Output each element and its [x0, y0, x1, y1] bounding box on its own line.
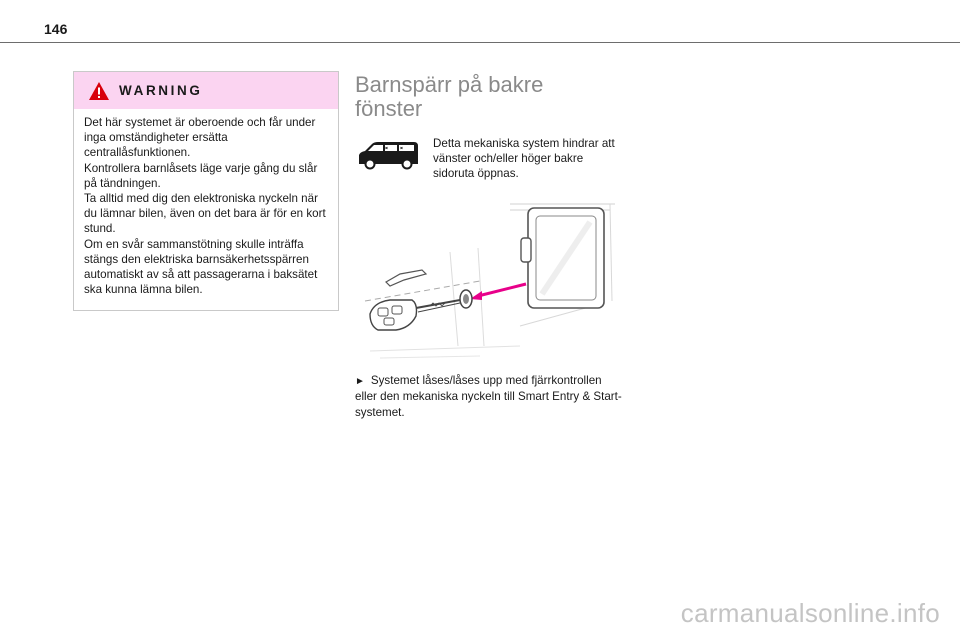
- warning-body: [74, 109, 338, 297]
- warning-paragraph: Det här systemet är oberoende och får under inga omständigheter ersätta centrallåsfunktionen.: [84, 116, 316, 160]
- warning-paragraph: Ta alltid med dig den elektroniska nyckeln när du lämnar bilen, även on det bara är för en kort stund.: [84, 192, 326, 236]
- page-number: 146: [44, 21, 68, 37]
- header-divider: [0, 42, 960, 43]
- warning-header: [74, 72, 338, 109]
- warning-triangle-icon: [88, 81, 110, 101]
- warning-paragraph: Kontrollera barnlåsets läge varje gång du slår på tändningen.: [84, 161, 318, 190]
- child-lock-illustration: [360, 196, 620, 366]
- intro-text: Detta mekaniska system hindrar att vänster och/eller höger bakre sidoruta öppnas.: [433, 137, 615, 181]
- van-icon: [356, 140, 422, 170]
- section-title: Barnspärr på bakre fönster: [355, 72, 544, 121]
- instruction-body: Systemet låses/låses upp med fjärrkontrollen eller den mekaniska nyckeln till Smart Entry & Start-systemet.: [355, 374, 622, 419]
- bullet-arrow-icon: ►: [355, 376, 365, 387]
- instruction-text: [355, 373, 625, 420]
- watermark: carmanualsonline.info: [680, 598, 940, 628]
- warning-paragraph: Om en svår sammanstötning skulle inträffa stängs den elektriska barnsäkerhetsspärren automatiskt av så att passagerarna i baksätet ska kunna lämna bilen.: [84, 237, 318, 297]
- warning-box: [73, 71, 339, 311]
- warning-title: WARNING: [119, 83, 203, 98]
